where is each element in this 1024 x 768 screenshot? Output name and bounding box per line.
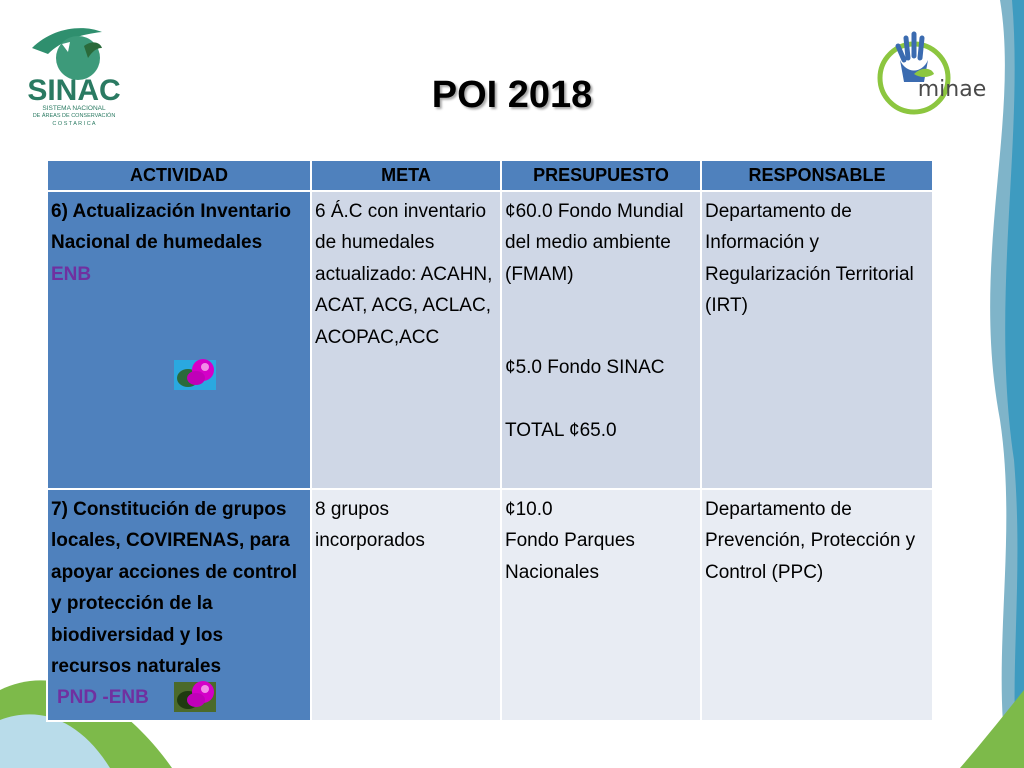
- presupuesto-total: TOTAL ¢65.0: [505, 419, 617, 441]
- table-row: [47, 489, 933, 721]
- meta-text: 6 Á.C con inventario de humedales actualizado: ACAHN, ACAT, ACG, ACLAC, ACOPAC,ACC: [315, 201, 493, 348]
- page-title: POI 2018: [431, 74, 593, 116]
- svg-text:minae: minae: [917, 77, 987, 102]
- table-header-row: [47, 160, 933, 191]
- header-meta: META: [311, 160, 501, 191]
- header-actividad: ACTIVIDAD: [47, 160, 311, 191]
- header-presupuesto: PRESUPUESTO: [501, 160, 701, 191]
- actividad-tag: PND -ENB: [57, 687, 149, 709]
- poi-table: [46, 159, 934, 722]
- meta-text: 8 grupos incorporados: [315, 499, 425, 552]
- responsable-text: Departamento de Prevención, Protección y Control (PPC): [705, 499, 916, 583]
- actividad-cell: [47, 489, 311, 721]
- meta-cell: [311, 191, 501, 489]
- presupuesto-cell: [501, 191, 701, 489]
- presupuesto-amount: ¢10.0: [505, 499, 553, 520]
- pushpin-icon: [174, 358, 218, 392]
- actividad-tag: ENB: [51, 263, 92, 285]
- responsable-cell: [701, 489, 933, 721]
- responsable-cell: [701, 191, 933, 489]
- presupuesto-sinac: ¢5.0 Fondo SINAC: [505, 357, 665, 379]
- actividad-text: 7) Constitución de grupos locales, COVIRENAS, para apoyar acciones de control y protección de la biodiversidad y los recursos naturales: [51, 499, 298, 678]
- meta-cell: [311, 489, 501, 721]
- presupuesto-cell: [501, 489, 701, 721]
- header-responsable: RESPONSABLE: [701, 160, 933, 191]
- svg-text:SINAC: SINAC: [27, 74, 121, 107]
- presupuesto-fondo: Fondo Parques Nacionales: [505, 530, 635, 583]
- svg-text:C O S T A R I C A: C O S T A R I C A: [52, 121, 96, 127]
- table-row: [47, 191, 933, 489]
- svg-text:DE ÁREAS DE CONSERVACIÓN: DE ÁREAS DE CONSERVACIÓN: [32, 113, 116, 119]
- responsable-text: Departamento de Información y Regularización Territorial (IRT): [705, 201, 914, 317]
- pushpin-icon: [174, 680, 218, 714]
- presupuesto-fmam: ¢60.0 Fondo Mundial del medio ambiente (FMAM): [505, 201, 684, 285]
- actividad-cell: [47, 191, 311, 489]
- svg-text:SISTEMA NACIONAL: SISTEMA NACIONAL: [42, 105, 106, 112]
- actividad-text: 6) Actualización Inventario Nacional de humedales: [51, 201, 292, 254]
